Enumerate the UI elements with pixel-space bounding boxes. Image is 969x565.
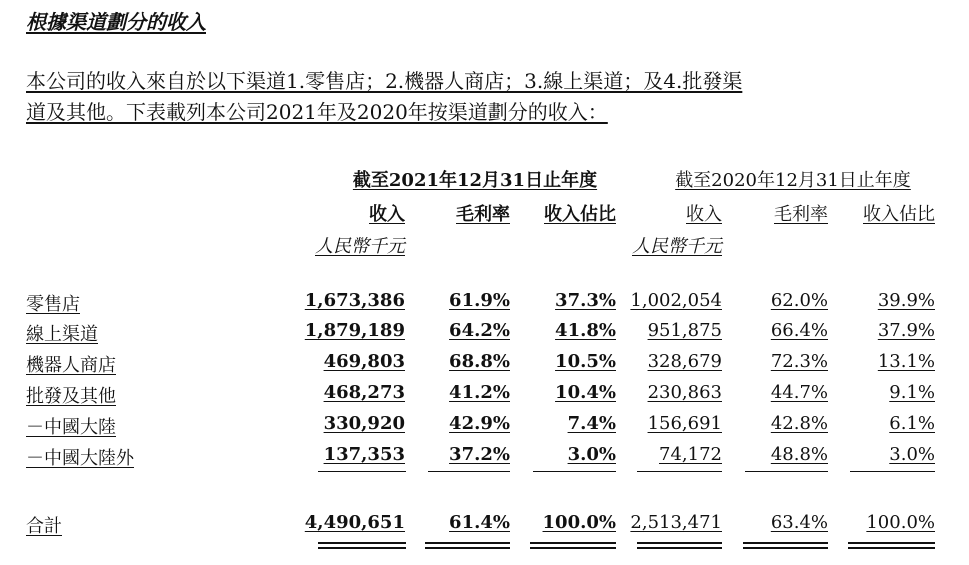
cell-revenue-2020: 74,172	[659, 444, 722, 465]
total-double-rule	[743, 542, 828, 544]
col-header-margin-2021: 毛利率	[456, 204, 510, 225]
unit-label-2021: 人民幣千元	[315, 236, 405, 257]
total-double-rule	[743, 547, 828, 549]
subtotal-rule	[637, 471, 722, 472]
cell-margin-2021: 42.9%	[449, 413, 510, 434]
intro-paragraph	[26, 66, 946, 128]
cell-revenue-2020: 328,679	[647, 351, 722, 372]
row-label: 機器人商店	[26, 355, 116, 376]
cell-revenue-2020: 1,002,054	[630, 290, 722, 311]
cell-margin-2020: 72.3%	[770, 351, 828, 372]
subtotal-rule	[318, 471, 406, 472]
cell-margin-2021: 68.8%	[449, 351, 510, 372]
cell-revenue-2021: 137,353	[323, 444, 405, 465]
col-header-share-2020: 收入佔比	[863, 204, 935, 225]
intro-line-1: 本公司的收入來自於以下渠道1.零售店；2.機器人商店；3.線上渠道；及4.批發渠	[26, 69, 743, 93]
cell-share-2020: 6.1%	[889, 413, 935, 434]
total-double-rule	[425, 547, 510, 549]
cell-revenue-2021: 1,879,189	[304, 320, 405, 341]
cell-share-2020: 3.0%	[889, 444, 935, 465]
row-label: 批發及其他	[26, 386, 116, 407]
total-double-rule	[318, 542, 406, 544]
total-double-rule	[637, 547, 722, 549]
cell-margin-2021: 37.2%	[449, 444, 510, 465]
cell-revenue-2021: 330,920	[323, 413, 405, 434]
cell-revenue-2020: 156,691	[647, 413, 722, 434]
cell-share-2020: 37.9%	[877, 320, 935, 341]
total-double-rule	[425, 542, 510, 544]
total-double-rule	[318, 547, 406, 549]
cell-margin-2020: 48.8%	[770, 444, 828, 465]
cell-margin-2020: 62.0%	[770, 290, 828, 311]
cell-margin-2020: 44.7%	[770, 382, 828, 403]
row-label: 線上渠道	[26, 324, 98, 345]
cell-margin-2021: 41.2%	[449, 382, 510, 403]
total-double-rule	[637, 542, 722, 544]
cell-revenue-2021: 469,803	[323, 351, 405, 372]
row-label: 零售店	[26, 294, 80, 315]
col-header-revenue-2020: 收入	[686, 204, 722, 225]
period-header-2021: 截至2021年12月31日止年度	[352, 170, 598, 191]
cell-share-2021: 41.8%	[555, 320, 616, 341]
col-header-revenue-2021: 收入	[369, 204, 405, 225]
total-double-rule	[848, 547, 935, 549]
unit-label-2020: 人民幣千元	[632, 236, 722, 257]
cell-margin-2020: 42.8%	[770, 413, 828, 434]
col-header-share-2021: 收入佔比	[544, 204, 616, 225]
total-revenue-2021: 4,490,651	[304, 512, 405, 533]
cell-margin-2021: 64.2%	[449, 320, 510, 341]
total-label: 合計	[26, 516, 62, 537]
cell-margin-2020: 66.4%	[770, 320, 828, 341]
cell-share-2020: 9.1%	[889, 382, 935, 403]
total-margin-2020: 63.4%	[770, 512, 828, 533]
total-margin-2021: 61.4%	[449, 512, 510, 533]
cell-share-2021: 37.3%	[555, 290, 616, 311]
subtotal-rule	[533, 471, 616, 472]
cell-share-2021: 3.0%	[567, 444, 616, 465]
cell-revenue-2021: 1,673,386	[304, 290, 405, 311]
subtotal-rule	[428, 471, 510, 472]
row-label: －中國大陸外	[26, 448, 134, 469]
total-double-rule	[530, 547, 616, 549]
subtotal-rule	[745, 471, 828, 472]
subtotal-rule	[850, 471, 935, 472]
cell-share-2021: 10.4%	[555, 382, 616, 403]
cell-share-2021: 7.4%	[567, 413, 616, 434]
total-revenue-2020: 2,513,471	[630, 512, 722, 533]
intro-line-2: 道及其他。下表載列本公司2021年及2020年按渠道劃分的收入：	[26, 100, 608, 124]
section-heading: 根據渠道劃分的收入	[26, 10, 206, 34]
total-double-rule	[848, 542, 935, 544]
period-header-2020: 截至2020年12月31日止年度	[675, 170, 911, 191]
total-double-rule	[530, 542, 616, 544]
cell-share-2020: 13.1%	[877, 351, 935, 372]
total-share-2020: 100.0%	[866, 512, 935, 533]
cell-revenue-2020: 230,863	[647, 382, 722, 403]
cell-margin-2021: 61.9%	[449, 290, 510, 311]
total-share-2021: 100.0%	[542, 512, 616, 533]
col-header-margin-2020: 毛利率	[774, 204, 828, 225]
cell-share-2020: 39.9%	[877, 290, 935, 311]
cell-revenue-2020: 951,875	[647, 320, 722, 341]
row-label: －中國大陸	[26, 417, 116, 438]
cell-share-2021: 10.5%	[555, 351, 616, 372]
cell-revenue-2021: 468,273	[323, 382, 405, 403]
